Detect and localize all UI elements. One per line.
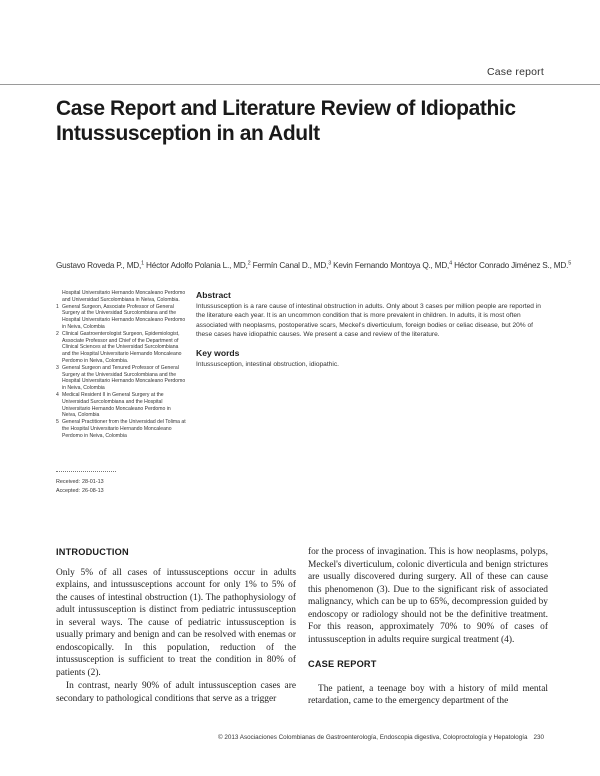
keywords-heading: Key words <box>196 347 240 358</box>
submission-dates <box>56 478 104 496</box>
copyright-text: © 2013 Asociaciones Colombianas de Gastroenterología, Endoscopia digestiva, Coloproctología y Hepatología <box>217 734 528 741</box>
affiliation-item: 4 Medical Resident II in General Surgery at the Universidad Surcolombiana and the Hospital Universitario Hernando Moncaleano Perdomo in Neiva, Colombia <box>56 391 171 419</box>
author: Gustavo Roveda P., MD,$^1$ <box>56 260 144 270</box>
body-paragraph: In contrast, nearly 90% of adult intussusception cases are secondary to pathological conditions that serve as a trigger <box>56 681 296 704</box>
author: Héctor Conrado Jiménez S., MD.$^5$ <box>454 260 572 270</box>
author-list <box>56 260 572 270</box>
body-paragraph: Only 5% of all cases of intussusceptions occur in adults explains, and intussusceptions account for only 1% to 5% of the causes of intestinal obstruction (1). The pathophysiology of adult intussusception is distinct from pediatric intussusception in several ways. The cause of pediatric intussusception is usually primary and benign and can be resolved with enemas or endoscopically. In this population, reduction of the intussusception is sufficient to treat the condition in 80% of patients (2). <box>56 567 296 678</box>
affiliation-item: 5 General Practitioner from the Universidad del Tolima at the Hospital Universitario Hernando Moncaleano Perdomo in Neiva, Colombia <box>56 419 186 439</box>
author: Fermín Canal D., MD,$^3$ <box>252 260 332 270</box>
case-report-heading: CASE REPORT <box>308 659 377 669</box>
affiliations <box>56 290 186 440</box>
accepted-date: Accepted: 26-08-13 <box>56 488 104 494</box>
affiliation-item: 3 General Surgeon and Tenured Professor of General Surgery at the Universidad Surcolombiana and the Hospital Universitario Hernando Moncaleano Perdomo in Neiva, Colombia <box>56 364 186 392</box>
abstract-section <box>196 290 548 369</box>
article-title: Case Report and Literature Review of Idiopathic Intussusception in an Adult <box>56 97 516 145</box>
dates-divider <box>56 471 116 472</box>
affiliation-intro: Hospital Universitario Hernando Moncaleano Perdomo and Universidad Surcolombiana in Neiva, Colombia. <box>62 290 186 303</box>
abstract-text: Intussusception is a rare cause of intestinal obstruction in adults. Only about 3 cases per million people are reported in the literature each year. It is an uncommon condition that is more prevalent in children. In adults, it is most often associated with neoplasms, postoperative scars, Meckel's diverticulum, foreign bodies or celiac disease, but 20% of these cases have idiopathic causes. We present a case and review of the literature. <box>196 303 541 339</box>
body-column-right <box>308 546 548 708</box>
body-column-left <box>56 546 296 705</box>
received-date: Received: 28-01-13 <box>56 479 104 485</box>
page-number: 230 <box>533 734 544 741</box>
keywords-text: Intussusception, intestinal obstruction, idiopathic. <box>196 360 339 368</box>
section-tag: Case report <box>486 66 544 78</box>
affiliation-item: 2 Clinical Gastroenterologist Surgeon, Epidemiologist, Associate Professor and Chief of the Department of Clinical Sciences at the Universidad Surcolombiana and the Hospital Universitario Hernando Moncaleano Perdomo in Neiva, Colombia. <box>56 330 182 364</box>
author: Héctor Adolfo Polania L., MD,$^2$ <box>146 260 251 270</box>
body-paragraph: for the process of invagination. This is how neoplasms, polyps, Meckel's diverticulum, colonic diverticula and benign strictures are usually discovered during surgery. All of these can cause this phenomenon (3). Due to the significant risk of associated malignancy, which can be up to 65%, decompression guided by endoscopy or radiology should not be the definitive treatment. For this reason, approximately 70% to 90% of cases of intussusception in adults require surgical treatment (4). <box>308 547 548 645</box>
introduction-heading: INTRODUCTION <box>56 547 129 557</box>
page-footer <box>218 734 544 741</box>
header-rule <box>0 84 600 85</box>
body-paragraph: The patient, a teenage boy with a history of mild mental retardation, came to the emergency department of the <box>308 683 548 706</box>
author: Kevin Fernando Montoya Q., MD,$^4$ <box>333 260 452 270</box>
abstract-heading: Abstract <box>196 290 231 300</box>
affiliation-item: 1 General Surgeon, Associate Professor of General Surgery at the Universidad Surcolombiana and the Hospital Universitario Hernando Moncaleano Perdomo in Neiva, Colombia <box>56 303 186 330</box>
